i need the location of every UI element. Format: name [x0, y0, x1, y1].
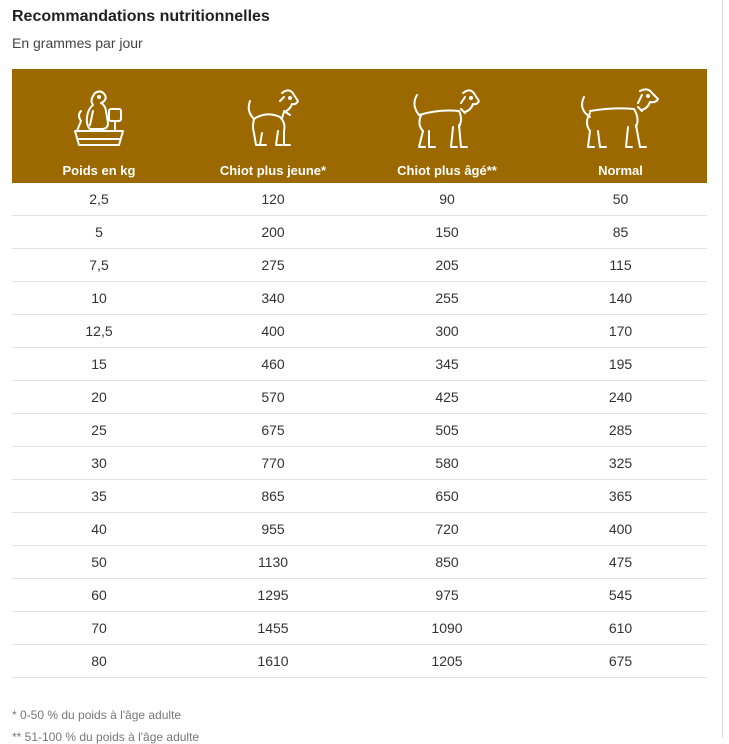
- table-cell: 200: [261, 224, 285, 240]
- table-row: [12, 480, 707, 513]
- adult-dog-icon: [576, 87, 666, 153]
- table-cell: 240: [608, 389, 633, 405]
- section-subtitle: En grammes par jour: [12, 35, 143, 51]
- table-cell: 850: [435, 554, 459, 570]
- table-cell: 285: [608, 422, 633, 438]
- table-cell: 30: [91, 455, 107, 471]
- table-cell: 50: [91, 554, 107, 570]
- dog-on-scale-icon: [69, 87, 129, 159]
- table-cell: 1090: [431, 620, 463, 636]
- footnote-older: ** 51-100 % du poids à l'âge adulte: [12, 730, 200, 744]
- header-older-puppy: [360, 69, 534, 183]
- section-title: Recommandations nutritionnelles: [12, 8, 270, 25]
- table-cell: 170: [608, 323, 633, 339]
- scrollbar-track: [722, 0, 723, 738]
- nutrition-table: [12, 69, 707, 678]
- table-cell: 300: [435, 323, 459, 339]
- header-normal: [534, 69, 707, 183]
- table-cell: 90: [439, 191, 455, 207]
- table-cell: 580: [435, 455, 459, 471]
- table-row: [12, 645, 707, 678]
- table-cell: 1455: [257, 620, 289, 636]
- table-cell: 85: [612, 224, 629, 240]
- table-cell: 15: [91, 356, 107, 372]
- table-cell: 70: [91, 620, 107, 636]
- table-header: [12, 69, 707, 183]
- table-cell: 770: [261, 455, 285, 471]
- header-label: Normal: [598, 163, 643, 178]
- table-cell: 365: [608, 488, 633, 504]
- table-cell: 7,5: [89, 257, 109, 273]
- table-cell: 120: [261, 191, 285, 207]
- table-cell: 345: [435, 356, 459, 372]
- young-puppy-icon: [238, 87, 308, 153]
- table-cell: 505: [435, 422, 459, 438]
- table-cell: 10: [91, 290, 107, 306]
- table-row: [12, 348, 707, 381]
- table-row: [12, 513, 707, 546]
- table-cell: 325: [608, 455, 633, 471]
- table-row: [12, 447, 707, 480]
- table-cell: 400: [261, 323, 285, 339]
- table-cell: 1130: [257, 554, 289, 570]
- footnote-young: * 0-50 % du poids à l'âge adulte: [12, 708, 182, 722]
- table-cell: 35: [91, 488, 107, 504]
- table-cell: 195: [608, 356, 633, 372]
- table-cell: 115: [609, 257, 632, 273]
- table-cell: 610: [608, 620, 633, 636]
- header-label: Chiot plus âgé**: [397, 163, 497, 178]
- table-cell: 650: [435, 488, 459, 504]
- table-row: [12, 282, 707, 315]
- header-weight: [12, 69, 186, 183]
- table-row: [12, 612, 707, 645]
- table-row: [12, 381, 707, 414]
- table-cell: 720: [435, 521, 459, 537]
- table-cell: 340: [261, 290, 285, 306]
- table-cell: 20: [91, 389, 107, 405]
- table-cell: 475: [608, 554, 633, 570]
- table-cell: 460: [261, 356, 285, 372]
- table-body: [12, 183, 707, 678]
- table-cell: 675: [608, 653, 633, 669]
- table-cell: 12,5: [85, 323, 113, 339]
- table-cell: 1205: [431, 653, 463, 669]
- table-cell: 150: [435, 224, 459, 240]
- table-row: [12, 315, 707, 348]
- older-puppy-icon: [407, 87, 487, 153]
- table-cell: 400: [608, 521, 633, 537]
- header-label: Poids en kg: [62, 163, 136, 178]
- table-cell: 25: [91, 422, 107, 438]
- table-cell: 50: [612, 191, 629, 207]
- table-cell: 675: [261, 422, 285, 438]
- table-cell: 955: [261, 521, 285, 537]
- table-row: [12, 414, 707, 447]
- table-row: [12, 579, 707, 612]
- table-cell: 865: [261, 488, 285, 504]
- table-cell: 5: [95, 224, 103, 240]
- table-cell: 1295: [257, 587, 289, 603]
- table-row: [12, 249, 707, 282]
- table-cell: 255: [435, 290, 459, 306]
- table-cell: 975: [435, 587, 459, 603]
- header-young-puppy: [186, 69, 360, 183]
- table-row: [12, 216, 707, 249]
- table-cell: 140: [608, 290, 633, 306]
- table-cell: 425: [435, 389, 459, 405]
- table-row: [12, 546, 707, 579]
- table-cell: 1610: [257, 653, 289, 669]
- table-cell: 205: [435, 257, 459, 273]
- table-cell: 2,5: [89, 191, 109, 207]
- table-cell: 60: [91, 587, 107, 603]
- table-cell: 545: [608, 587, 633, 603]
- table-cell: 40: [91, 521, 107, 537]
- table-cell: 570: [261, 389, 285, 405]
- table-cell: 80: [91, 653, 107, 669]
- table-cell: 275: [261, 257, 285, 273]
- table-row: [12, 183, 707, 216]
- header-label: Chiot plus jeune*: [219, 163, 327, 178]
